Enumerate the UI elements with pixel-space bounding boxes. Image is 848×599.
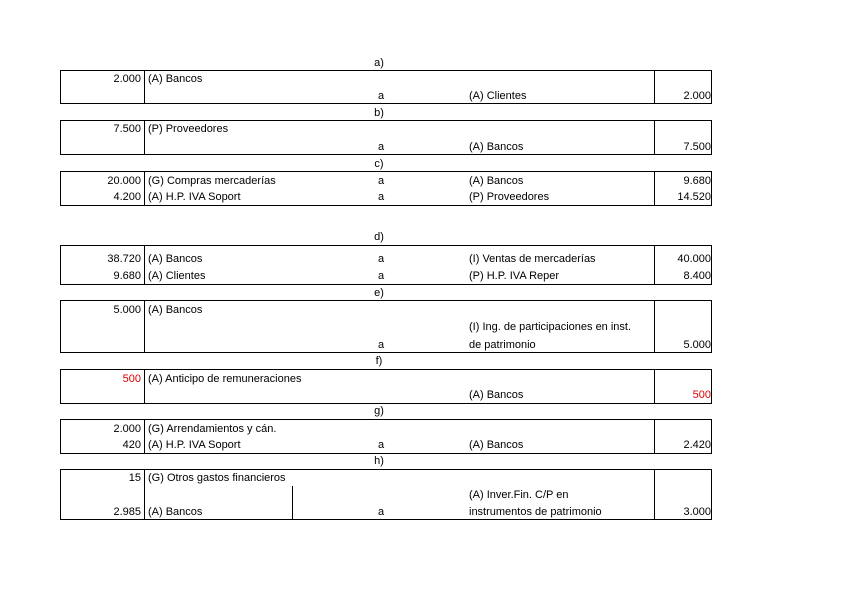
credit-account: (P) Proveedores	[469, 191, 550, 203]
journal-entry-a	[60, 70, 712, 104]
debit-account: (G) Otros gastos financieros	[148, 472, 286, 484]
debit-amount: 2.000	[113, 73, 141, 85]
entry-label-a: a)	[374, 57, 384, 69]
connector-a: a	[377, 253, 385, 265]
debit-account: (A) H.P. IVA Soport	[148, 439, 241, 451]
debit-account: (A) Clientes	[148, 270, 206, 282]
connector-a: a	[377, 175, 385, 187]
connector-a: a	[377, 506, 385, 518]
debit-account: (A) H.P. IVA Soport	[148, 191, 241, 203]
journal-entry-g	[60, 419, 712, 454]
debit-account: (A) Bancos	[148, 304, 203, 316]
journal-entry-h	[60, 469, 712, 520]
credit-account: (A) Bancos	[469, 175, 524, 187]
credit-amount: 5.000	[683, 339, 711, 351]
credit-amount: 40.000	[677, 253, 711, 265]
debit-amount: 4.200	[113, 191, 141, 203]
entry-label-c: c)	[374, 158, 384, 170]
credit-amount: 9.680	[683, 175, 711, 187]
credit-account: (I) Ventas de mercaderías	[469, 253, 596, 265]
debit-amount: 5.000	[113, 304, 141, 316]
connector-a: a	[377, 270, 385, 282]
debit-account: (A) Bancos	[148, 73, 203, 85]
entry-label-b: b)	[374, 107, 384, 119]
debit-amount: 2.000	[113, 423, 141, 435]
debit-account: (P) Proveedores	[148, 123, 229, 135]
connector-a: a	[377, 90, 385, 102]
credit-amount: 2.000	[683, 90, 711, 102]
credit-account: instrumentos de patrimonio	[469, 506, 602, 518]
credit-account: (A) Clientes	[469, 90, 527, 102]
credit-account: (A) Inver.Fin. C/P en	[469, 489, 569, 501]
connector-a: a	[377, 439, 385, 451]
debit-account: (A) Anticipo de remuneraciones	[148, 373, 302, 385]
connector-a: a	[377, 141, 385, 153]
journal-entry-d	[60, 245, 712, 285]
connector-a: a	[377, 339, 385, 351]
credit-account: (A) Bancos	[469, 141, 524, 153]
entry-label-h: h)	[374, 455, 384, 467]
debit-amount: 38.720	[107, 253, 141, 265]
debit-amount: 7.500	[113, 123, 141, 135]
credit-amount: 7.500	[683, 141, 711, 153]
journal-entry-f	[60, 369, 712, 404]
debit-amount: 500	[122, 373, 141, 385]
credit-account: (A) Bancos	[469, 439, 524, 451]
credit-amount: 2.420	[683, 439, 711, 451]
debit-amount: 15	[128, 472, 141, 484]
debit-amount: 9.680	[113, 270, 141, 282]
debit-account: (G) Compras mercaderías	[148, 175, 276, 187]
credit-account: (A) Bancos	[469, 389, 524, 401]
credit-amount: 14.520	[677, 191, 711, 203]
credit-account: de patrimonio	[469, 339, 536, 351]
credit-account: (I) Ing. de participaciones en inst.	[469, 321, 632, 333]
credit-account: (P) H.P. IVA Reper	[469, 270, 560, 282]
credit-amount: 3.000	[683, 506, 711, 518]
debit-account: (A) Bancos	[148, 506, 203, 518]
entry-label-g: g)	[374, 405, 384, 417]
debit-amount: 2.985	[113, 506, 141, 518]
credit-amount: 8.400	[683, 270, 711, 282]
connector-a: a	[377, 191, 385, 203]
journal-entry-b	[60, 120, 712, 155]
debit-amount: 20.000	[107, 175, 141, 187]
credit-amount: 500	[692, 389, 711, 401]
debit-account: (G) Arrendamientos y cán.	[148, 423, 277, 435]
entry-label-e: e)	[374, 287, 384, 299]
debit-account: (A) Bancos	[148, 253, 203, 265]
journal-entry-e	[60, 300, 712, 353]
entry-label-f: f)	[375, 355, 383, 367]
debit-amount: 420	[122, 439, 141, 451]
journal-entry-c	[60, 171, 712, 206]
entry-label-d: d)	[374, 231, 384, 243]
